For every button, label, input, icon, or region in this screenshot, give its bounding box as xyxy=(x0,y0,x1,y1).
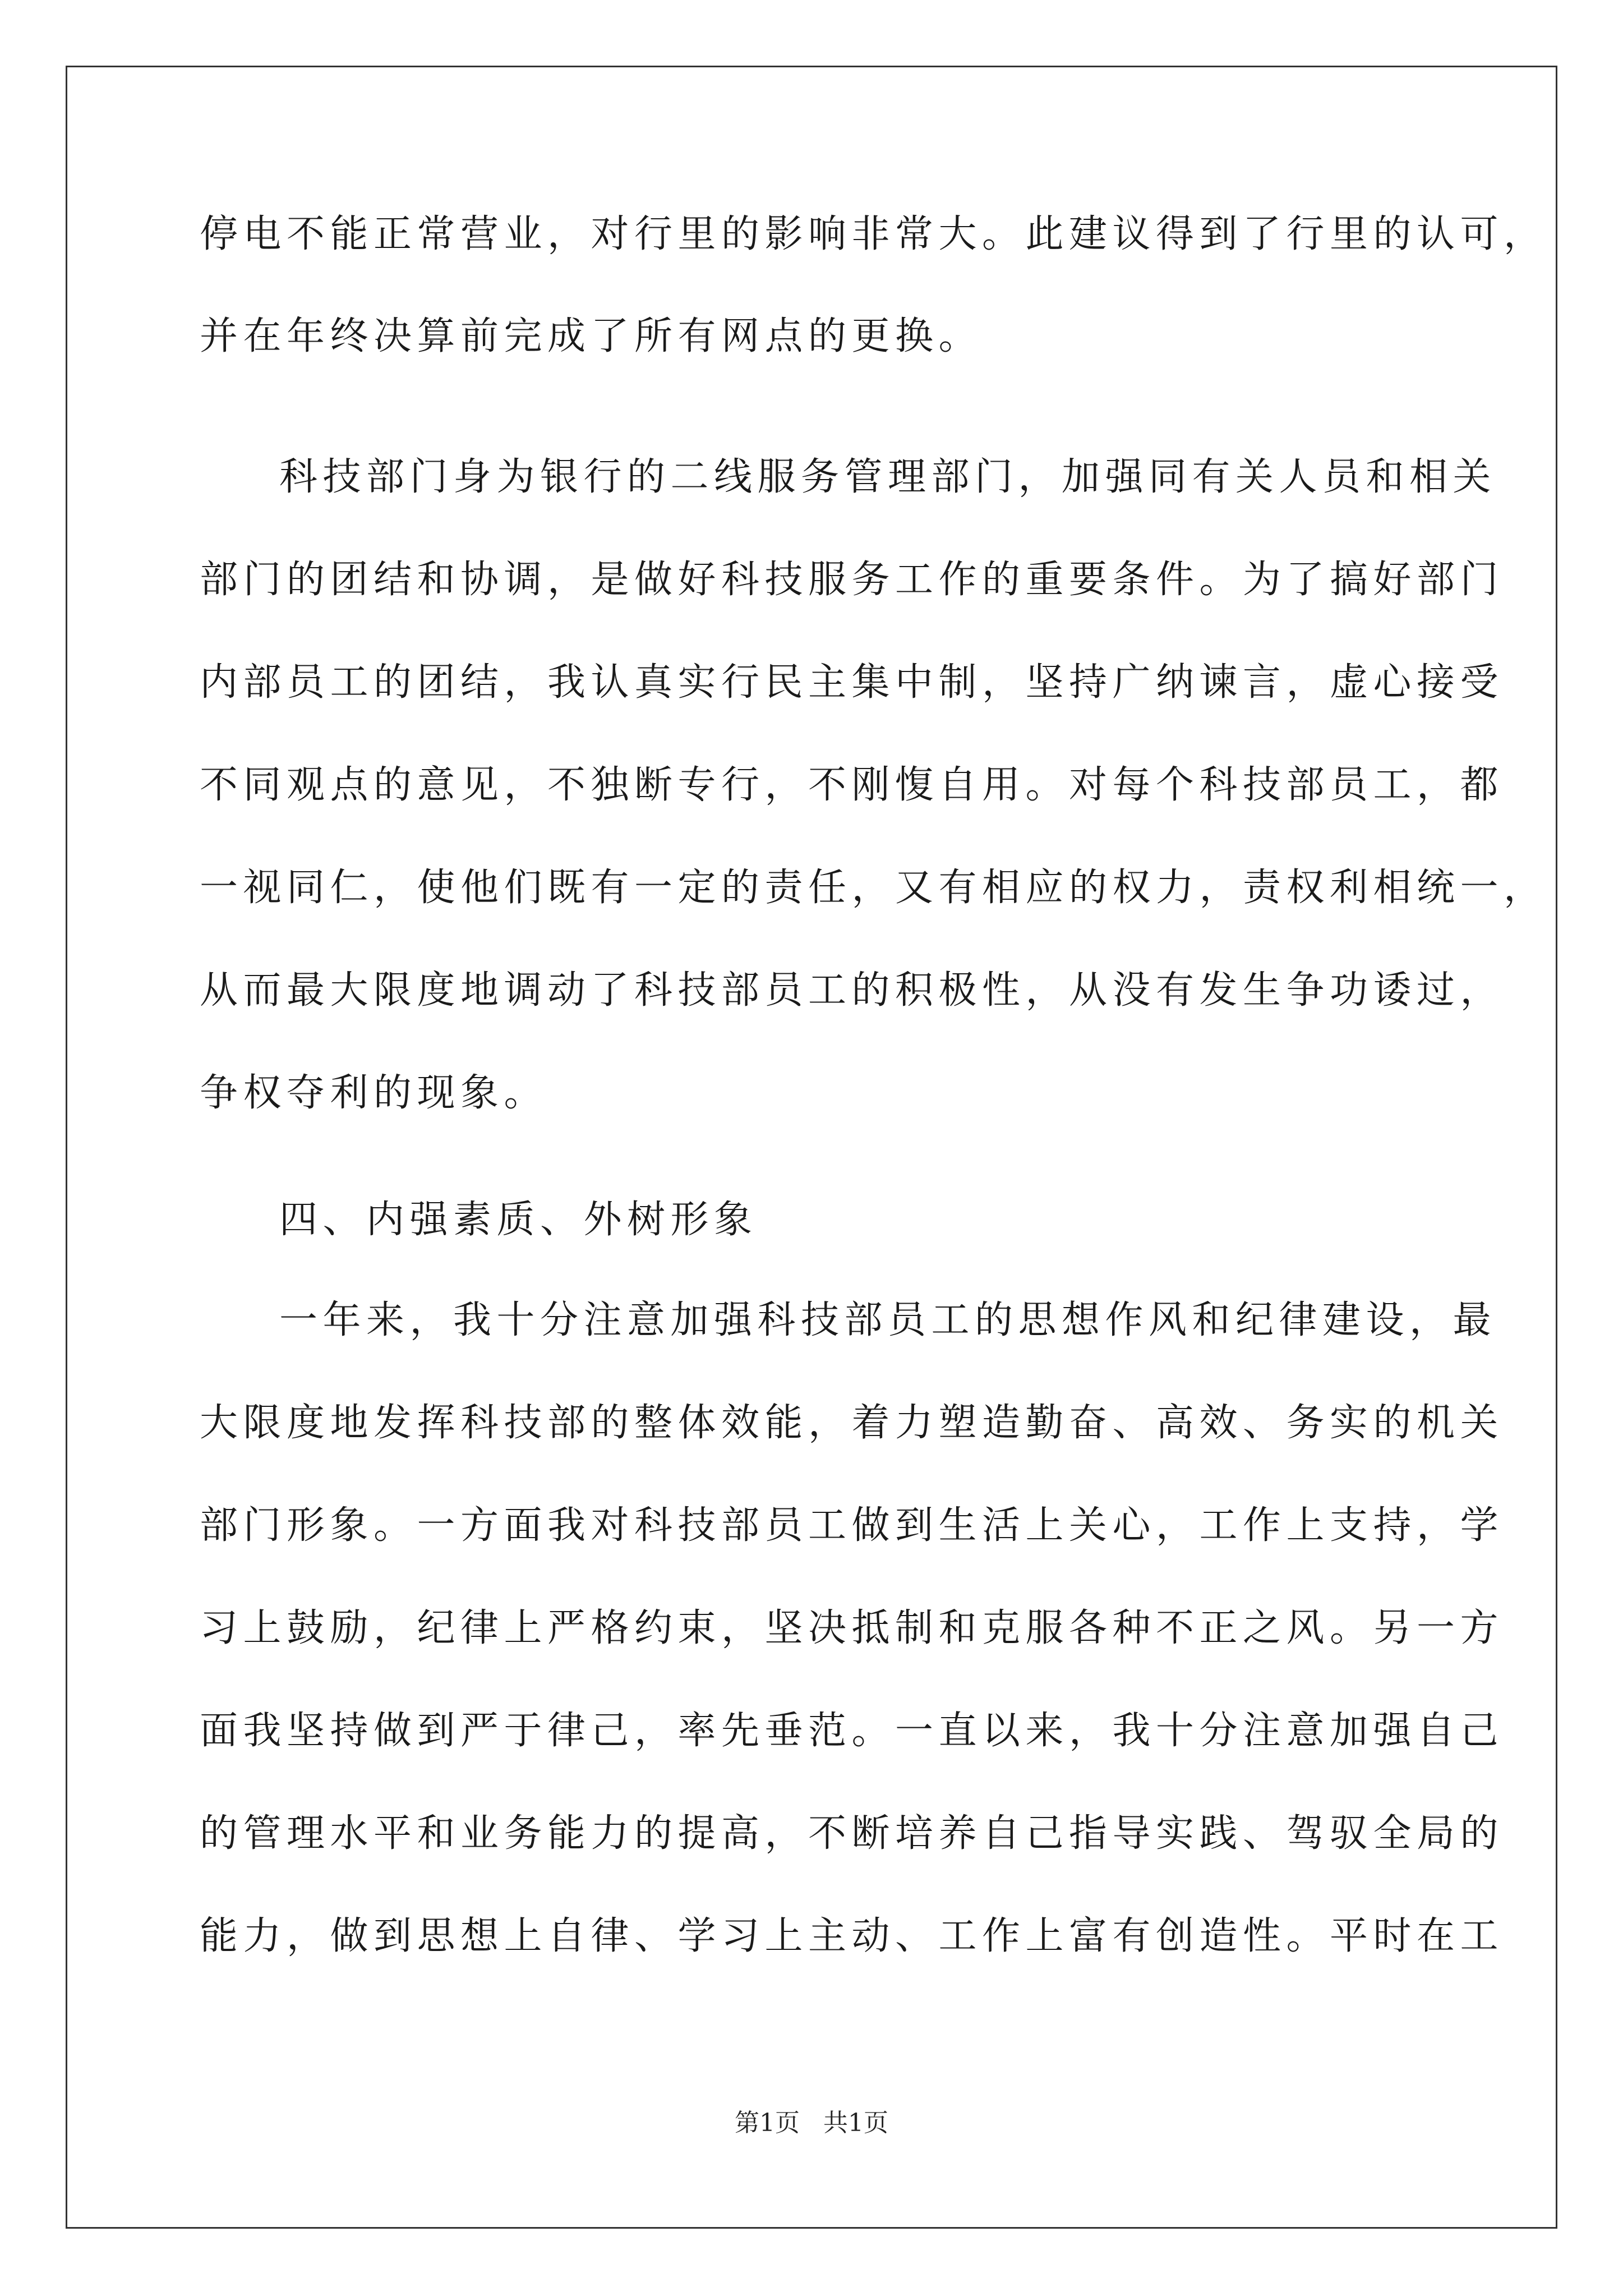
text-line: 内部员工的团结，我认真实行民主集中制，坚持广纳谏言，虚心接受 xyxy=(200,660,1504,705)
page-footer xyxy=(0,2102,1623,2138)
text-line: 停电不能正常营业，对行里的影响非常大。此建议得到了行里的认可， xyxy=(200,212,1547,256)
text-line: 不同观点的意见，不独断专行，不刚愎自用。对每个科技部员工，都 xyxy=(200,763,1504,807)
text-line: 的管理水平和业务能力的提高，不断培养自己指导实践、驾驭全局的 xyxy=(200,1811,1504,1856)
text-line: 部门形象。一方面我对科技部员工做到生活上关心，工作上支持，学 xyxy=(200,1503,1504,1548)
text-line: 能力，做到思想上自律、学习上主动、工作上富有创造性。平时在工 xyxy=(200,1914,1504,1958)
text-line: 科技部门身为银行的二线服务管理部门，加强同有关人员和相关 xyxy=(279,455,1497,499)
page-number: 第1页 xyxy=(735,2109,800,2137)
section-heading: 四、内强素质、外树形象 xyxy=(279,1198,758,1242)
text-line: 面我坚持做到严于律己，率先垂范。一直以来，我十分注意加强自己 xyxy=(200,1709,1504,1753)
text-line: 一视同仁，使他们既有一定的责任，又有相应的权力，责权利相统一， xyxy=(200,866,1547,910)
text-line: 争权夺利的现象。 xyxy=(200,1071,548,1115)
page-total: 共1页 xyxy=(823,2109,888,2137)
text-line: 并在年终决算前完成了所有网点的更换。 xyxy=(200,314,983,358)
text-line: 一年来，我十分注意加强科技部员工的思想作风和纪律建设，最 xyxy=(279,1298,1497,1342)
text-line: 大限度地发挥科技部的整体效能，着力塑造勤奋、高效、务实的机关 xyxy=(200,1401,1504,1445)
text-line: 习上鼓励，纪律上严格约束，坚决抵制和克服各种不正之风。另一方 xyxy=(200,1606,1504,1650)
text-line: 部门的团结和协调，是做好科技服务工作的重要条件。为了搞好部门 xyxy=(200,558,1504,602)
text-line: 从而最大限度地调动了科技部员工的积极性，从没有发生争功诿过， xyxy=(200,968,1504,1013)
